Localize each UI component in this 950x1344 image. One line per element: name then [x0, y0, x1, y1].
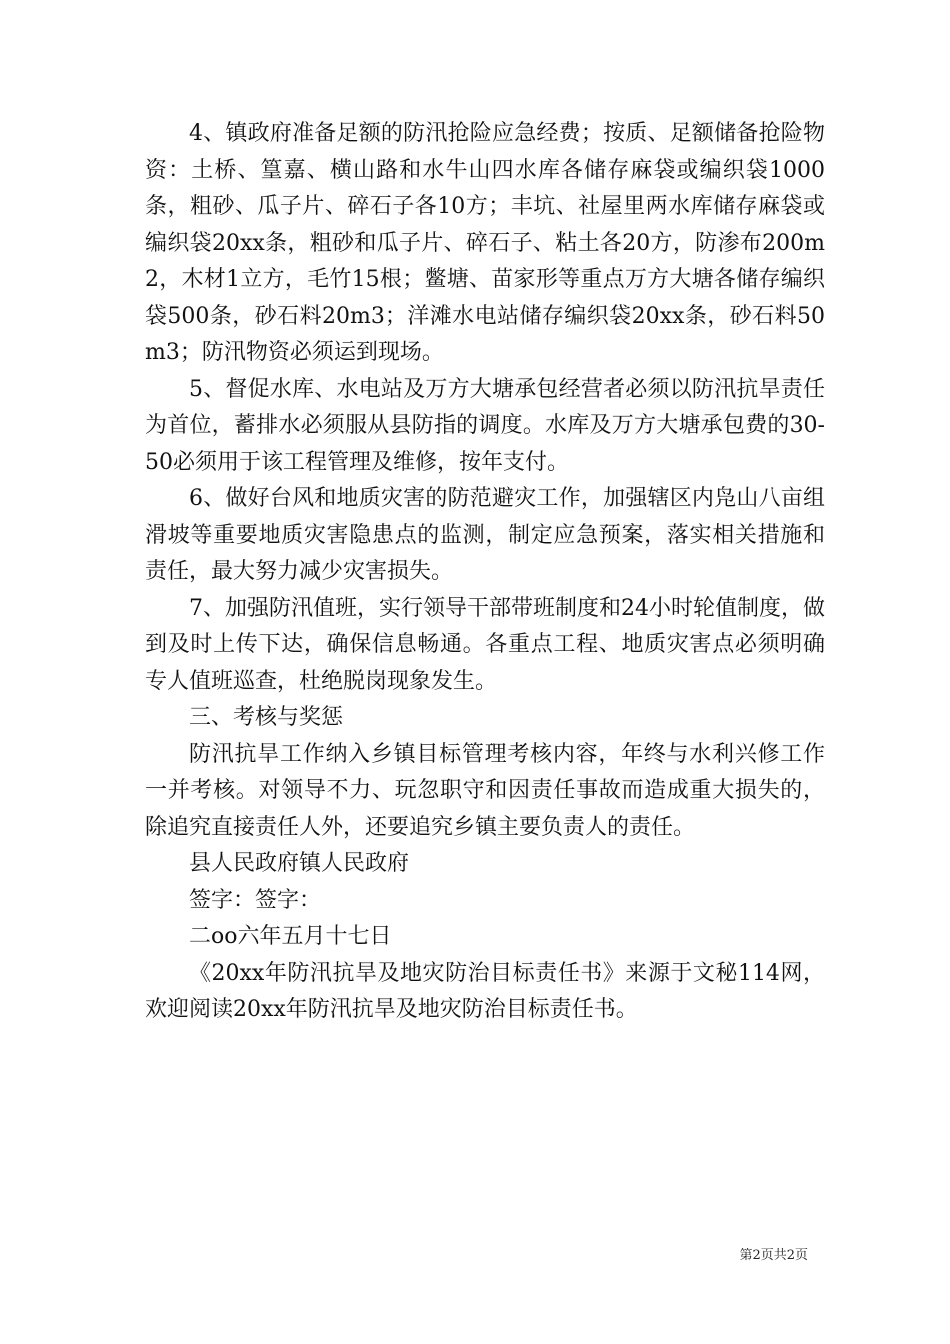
date-line: 二oo六年五月十七日: [189, 924, 392, 949]
paragraph-item-6: 6、做好台风和地质灾害的防范避灾工作，加强辖区内凫山八亩组滑坡等重要地质灾害隐患点的监测，制定应急预案，落实相关措施和责任，最大努力减少灾害损失。: [145, 486, 825, 584]
paragraph-item-5: 5、督促水库、水电站及万方大塘承包经营者必须以防汛抗旱责任为首位，蓄排水必须服从县防指的调度。水库及万方大塘承包费的30-50必须用于该工程管理及维修，按年支付。: [145, 376, 825, 475]
paragraph-item-7: 7、加强防汛值班，实行领导干部带班制度和24小时轮值制度，做到及时上传下达，确保信息畅通。各重点工程、地质灾害点必须明确专人值班巡查，杜绝脱岗现象发生。: [145, 595, 825, 694]
signature-line: 签字：签字：: [189, 887, 322, 913]
paragraph-item-4: 4、镇政府准备足额的防汛抢险应急经费；按质、足额储备抢险物资：土桥、篁嘉、横山路和水牛山四水库各储存麻袋或编织袋1000条，粗砂、瓜子片、碎石子各10方；丰坑、社屋里两水库储存麻袋或编织袋20xx条，粗砂和瓜子片、碎石子、粘土各20方，防渗布200m2，木材1立方，毛竹15根；鳖塘、苗家形等重点万方大塘各储存编织袋500条，砂石料20m3；洋滩水电站储存编织袋20xx条，砂石料50m3；防汛物资必须运到现场。: [145, 121, 825, 365]
page-number: 第2页共2页: [739, 1248, 808, 1263]
paragraph-assessment: 防汛抗旱工作纳入乡镇目标管理考核内容，年终与水利兴修工作一并考核。对领导不力、玩忽职守和因责任事故而造成重大损失的，除追究直接责任人外，还要追究乡镇主要负责人的责任。: [145, 741, 825, 840]
section-heading-assessment: 三、考核与奖惩: [189, 705, 344, 730]
signatory-line: 县人民政府镇人民政府: [189, 851, 410, 876]
source-note: 《20xx年防汛抗旱及地灾防治目标责任书》来源于文秘114网，欢迎阅读20xx年防汛抗旱及地灾防治目标责任书。: [145, 960, 825, 1022]
document-body: [145, 116, 825, 1029]
